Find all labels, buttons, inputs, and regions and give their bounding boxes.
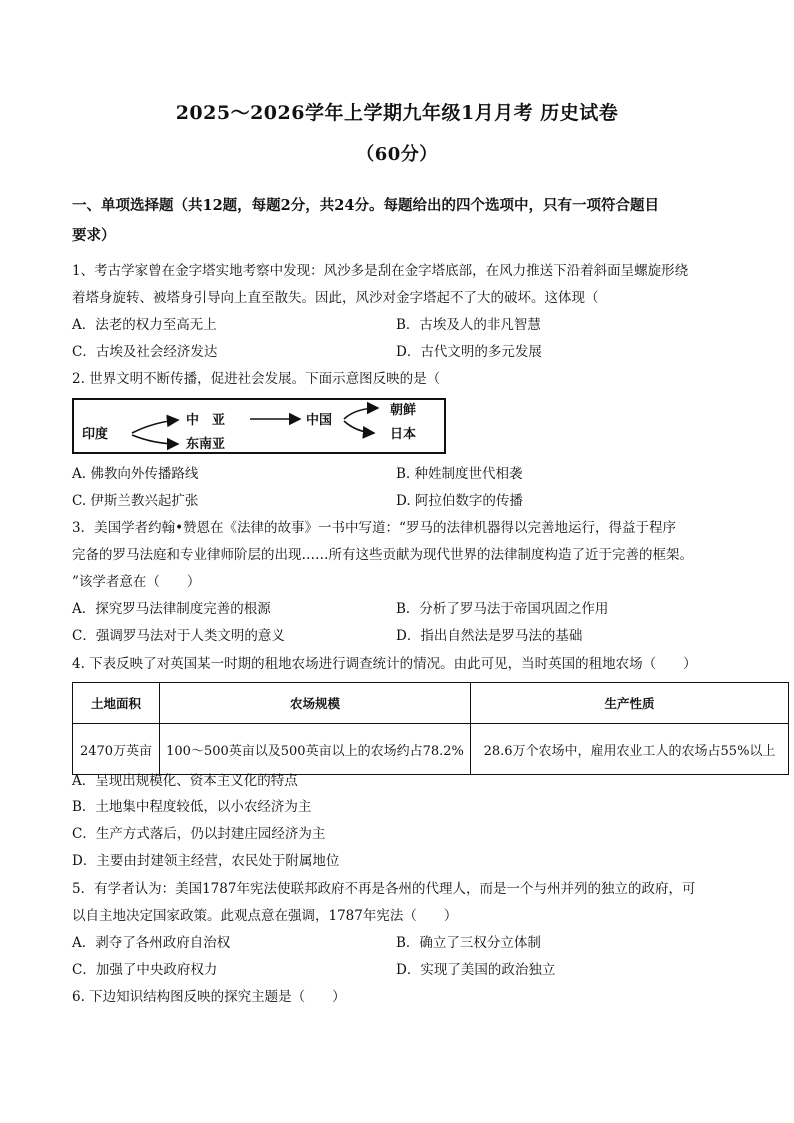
diagram-label-central-asia: 中 亚: [186, 413, 226, 428]
q2-option-d: D. 阿拉伯数字的传播: [396, 493, 523, 509]
exam-title: 2025～2026学年上学期九年级1月月考 历史试卷: [175, 102, 619, 124]
q3-option-c: C．强调罗马法对于人类文明的意义: [72, 628, 285, 644]
q2-stem: 2. 世界文明不断传播，促进社会发展。下面示意图反映的是（: [72, 371, 441, 387]
q3-stem-line1: 3．美国学者约翰•赞恩在《法律的故事》一书中写道：“罗马的法律机器得以完善地运行，得益于程序: [72, 520, 676, 536]
exam-score: （60分）: [356, 144, 438, 165]
q3-option-b: B．分析了罗马法于帝国巩固之作用: [396, 601, 609, 617]
diagram-label-japan: 日本: [390, 427, 417, 442]
q2-option-b: B. 种姓制度世代相袭: [396, 466, 523, 482]
table-cell: 28.6万个农场中，雇用农业工人的农场占55%以上: [471, 724, 789, 775]
diagram-label-southeast-asia: 东南亚: [186, 437, 226, 452]
q5-option-c: C．加强了中央政府权力: [72, 962, 218, 978]
q3-stem-line2: 完备的罗马法庭和专业律师阶层的出现……所有这些贡献为现代世界的法律制度构造了近于完善的框架。: [72, 547, 693, 563]
diagram-label-china: 中国: [306, 413, 333, 428]
q1-option-a: A．法老的权力至高无上: [72, 317, 217, 333]
diagram-label-korea: 朝鲜: [390, 403, 417, 418]
q5-option-b: B．确立了三权分立体制: [396, 935, 541, 951]
q4-option-c: C．生产方式落后，仍以封建庄园经济为主: [72, 826, 326, 842]
farm-survey-table: [72, 682, 789, 775]
table-header-cell: 生产性质: [471, 683, 789, 724]
q6-stem: 6. 下边知识结构图反映的探究主题是（ ）: [72, 989, 346, 1005]
q2-option-a: A. 佛教向外传播路线: [72, 466, 199, 482]
q1-stem-line2: 着塔身旋转、被塔身引导向上直至散失。因此，风沙对金字塔起不了大的破坏。这体现（: [72, 290, 599, 306]
q5-option-d: D．实现了美国的政治独立: [396, 962, 556, 978]
q5-stem-line2: 以自主地决定国家政策。此观点意在强调，1787年宪法（ ）: [72, 908, 458, 924]
table-cell: 2470万英亩: [73, 724, 160, 775]
section-heading-line2: 要求）: [72, 227, 116, 244]
arrow-india-to-southeast-asia: [132, 435, 178, 444]
q4-stem: 4. 下表反映了对英国某一时期的租地农场进行调查统计的情况。由此可见，当时英国的租地农场（ ）: [72, 656, 697, 672]
q4-option-d: D．主要由封建领主经营，农民处于附属地位: [72, 853, 340, 869]
table-header-row: [73, 683, 789, 724]
q1-stem-line1: 1、考古学家曾在金字塔实地考察中发现：风沙多是刮在金字塔底部，在风力推送下沿着斜面呈螺旋形绕: [72, 263, 689, 279]
arrow-china-to-japan: [344, 421, 374, 433]
q5-stem-line1: 5．有学者认为：美国1787年宪法使联邦政府不再是各州的代理人，而是一个与州并列的独立的政府，可: [72, 881, 696, 897]
table-row: [73, 724, 789, 775]
table-header-cell: 农场规模: [160, 683, 471, 724]
q4-option-b: B．土地集中程度较低，以小农经济为主: [72, 799, 312, 815]
q2-option-c: C. 伊斯兰教兴起扩张: [72, 493, 199, 509]
table-header-cell: 土地面积: [73, 683, 160, 724]
table-cell: 100～500英亩以及500英亩以上的农场约占78.2%: [160, 724, 471, 775]
q1-option-d: D．古代文明的多元发展: [396, 344, 542, 360]
arrow-china-to-korea: [344, 408, 378, 419]
spread-diagram: [72, 398, 446, 454]
q3-stem-line3: ”该学者意在（ ）: [72, 574, 201, 590]
q3-option-a: A．探究罗马法律制度完善的根源: [72, 601, 271, 617]
q5-option-a: A．剥夺了各州政府自治权: [72, 935, 231, 951]
q1-option-b: B．古埃及人的非凡智慧: [396, 317, 541, 333]
q1-option-c: C．古埃及社会经济发达: [72, 344, 218, 360]
q4-option-a: A．呈现出规模化、资本主义化的特点: [72, 773, 298, 789]
arrow-india-to-central-asia: [132, 420, 178, 433]
q3-option-d: D．指出自然法是罗马法的基础: [396, 628, 583, 644]
diagram-label-india: 印度: [82, 427, 109, 442]
spread-diagram-svg: [74, 400, 448, 456]
section-heading-line1: 一、单项选择题（共12题，每题2分，共24分。每题给出的四个选项中，只有一项符合题目: [72, 197, 659, 214]
